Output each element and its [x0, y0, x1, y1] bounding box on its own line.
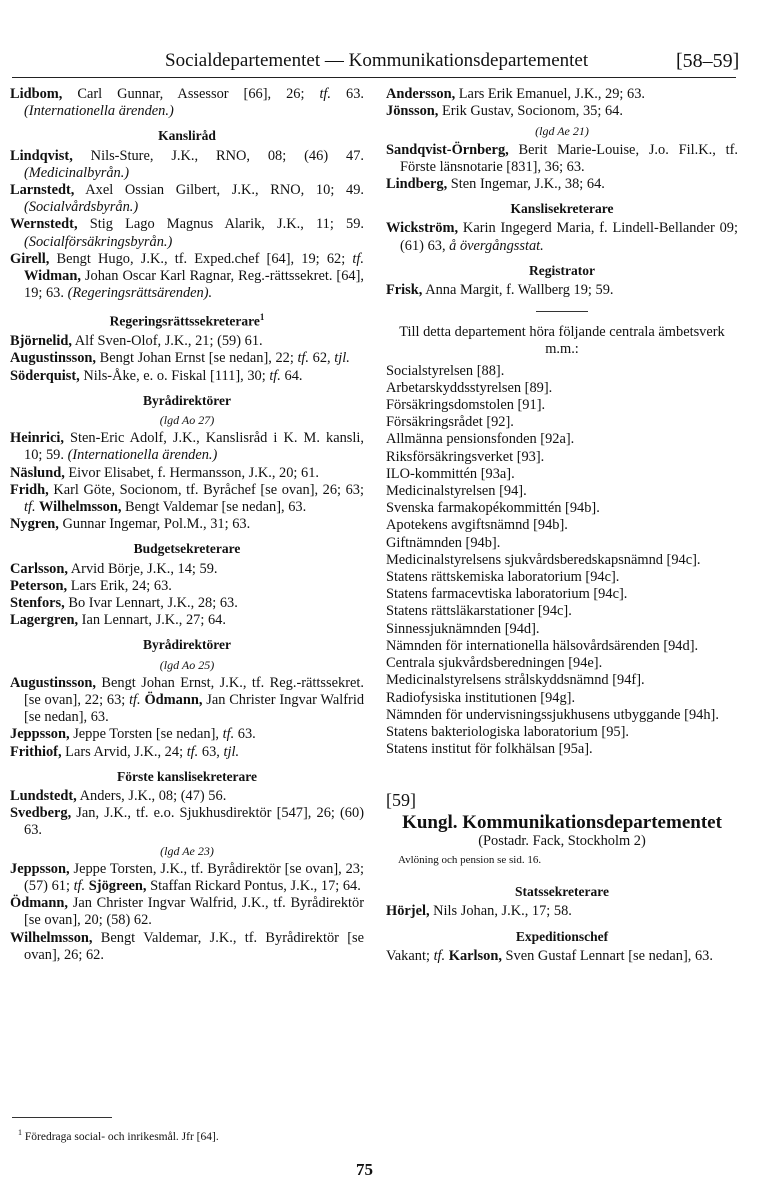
footnote-rule	[12, 1117, 112, 1118]
department-note: Avlöning och pension se sid. 16.	[398, 853, 542, 866]
section-heading-kanslisekreterare: Kanslisekreterare	[510, 201, 614, 217]
department-title: Kungl. Kommunikationsdepartementet	[402, 811, 722, 833]
agency-item: Allmänna pensionsfonden [92a].	[386, 431, 575, 448]
header-rule	[12, 77, 736, 78]
running-title: Socialdepartementet — Kommunikationsdepartementet	[165, 50, 589, 71]
agency-item: Centrala sjukvårdsberedningen [94e].	[386, 655, 603, 672]
agency-item: Medicinalstyrelsens strålskyddsnämnd [94f].	[386, 672, 645, 689]
entry-bjornelid: Björnelid, Alf Sven-Olof, J.K., 21; (59) 61.	[10, 333, 263, 350]
agency-item: Riksförsäkringsverket [93].	[386, 448, 545, 465]
section-heading-expeditionschef: Expeditionschef	[515, 928, 609, 944]
entry-jonsson: Jönsson, Erik Gustav, Socionom, 35; 64.	[386, 103, 623, 120]
agency-item: Försäkringsrådet [92].	[386, 414, 514, 431]
entry-odmann: Ödmann, Jan Christer Ingvar Walfrid, J.K., tf. Byrådirektör [se ovan], 20; (58) 62.	[10, 895, 364, 929]
entry-lindqvist: Lindqvist, Nils-Sture, J.K., RNO, 08; (46) 47. (Medicinalbyrån.)	[10, 147, 364, 181]
agency-item: Giftnämnden [94b].	[386, 534, 501, 551]
entry-girell: Girell, Bengt Hugo, J.K., tf. Exped.chef [64], 19; 62; tf. Widman, Johan Oscar Karl Ragnar, Reg.-rättssekret. [64], 19; 63. (Regeringsrättsärenden).	[10, 250, 364, 302]
entry-larnstedt: Larnstedt, Axel Ossian Gilbert, J.K., RNO, 10; 49. (Socialvårdsbyrån.)	[10, 182, 364, 216]
entry-nygren: Nygren, Gunnar Ingemar, Pol.M., 31; 63.	[10, 516, 251, 533]
footnote-text: Föredraga social- och inrikesmål. Jfr [64].	[22, 1130, 219, 1143]
entry-wernstedt: Wernstedt, Stig Lago Magnus Alarik, J.K., 11; 59. (Socialförsäkringsbyrån.)	[10, 216, 364, 250]
page-number: 75	[356, 1160, 373, 1179]
agency-item: Statens institut för folkhälsan [95a].	[386, 741, 593, 758]
left-column	[10, 86, 364, 964]
entry-vakant-karlson: Vakant; tf. Karlson, Sven Gustaf Lennart [se nedan], 63.	[386, 947, 713, 964]
agency-item: Sinnessjuknämnden [94d].	[386, 620, 540, 637]
agency-item: Statens rättskemiska laboratorium [94c].	[386, 569, 620, 586]
agency-item: Försäkringsdomstolen [91].	[386, 397, 546, 414]
section-number: [59]	[386, 790, 416, 811]
entry-frithiof: Frithiof, Lars Arvid, J.K., 24; tf. 63, tjl.	[10, 743, 240, 760]
agency-item: Medicinalstyrelsen [94].	[386, 483, 527, 500]
agency-item: Statens rättsläkarstationer [94c].	[386, 603, 572, 620]
subheading-lgd-ae23: (lgd Ae 23)	[160, 843, 214, 858]
entry-fridh: Fridh, Karl Göte, Socionom, tf. Byråchef [se ovan], 26; 63; tf. Wilhelmsson, Bengt Valdemar [se nedan], 63.	[10, 481, 364, 515]
agency-item: Medicinalstyrelsens sjukvårdsberedskapsnämnd [94c].	[386, 551, 701, 568]
agency-item: Nämnden för internationella hälsovårdsärenden [94d].	[386, 637, 699, 654]
department-address: (Postadr. Fack, Stockholm 2)	[478, 832, 646, 849]
entry-svedberg: Svedberg, Jan, J.K., tf. e.o. Sjukhusdirektör [547], 26; (60) 63.	[10, 805, 364, 839]
entry-frisk: Frisk, Anna Margit, f. Wallberg 19; 59.	[386, 282, 614, 299]
agency-item: Apotekens avgiftsnämnd [94b].	[386, 517, 568, 534]
subheading-lgd-ao25: (lgd Ao 25)	[159, 657, 215, 672]
agency-item: Nämnden för undervisningssjukhusens utbyggande [94h].	[386, 706, 719, 723]
subheading-lgd-ao27: (lgd Ao 27)	[159, 412, 215, 427]
section-heading-budgetsekreterare: Budgetsekreterare	[133, 541, 241, 557]
agency-item: Radiofysiska institutionen [94g].	[386, 689, 576, 706]
section-heading-byradirektorer-2: Byrådirektörer	[143, 637, 231, 653]
agency-item: Arbetarskyddsstyrelsen [89].	[386, 379, 553, 396]
agency-item: Svenska farmakopékommittén [94b].	[386, 500, 600, 517]
entry-lindberg: Lindberg, Sten Ingemar, J.K., 38; 64.	[386, 176, 605, 193]
agencies-intro: Till detta departement höra följande centrala ämbetsverk m.m.:	[399, 324, 725, 358]
agency-item: ILO-kommittén [93a].	[386, 465, 515, 482]
entry-lundstedt: Lundstedt, Anders, J.K., 08; (47) 56.	[10, 788, 227, 805]
entry-carlsson: Carlsson, Arvid Börje, J.K., 14; 59.	[10, 560, 218, 577]
entry-lidbom: Lidbom, Carl Gunnar, Assessor [66], 26; tf. 63. (Internationella ärenden.)	[10, 86, 364, 120]
entry-augustinsson-2: Augustinsson, Bengt Johan Ernst, J.K., tf. Reg.-rättssekret. [se ovan], 22; 63; tf. Ödmann, Jan Christer Ingvar Walfrid [se nedan], 63.	[10, 674, 365, 726]
right-column	[386, 86, 738, 965]
entry-lagergren: Lagergren, Ian Lennart, J.K., 27; 64.	[10, 612, 226, 629]
entry-andersson: Andersson, Lars Erik Emanuel, J.K., 29; 63.	[386, 86, 646, 102]
section-heading-statssekreterare: Statssekreterare	[515, 884, 609, 900]
page-reference: [58–59]	[676, 50, 740, 72]
entry-horjel: Hörjel, Nils Johan, J.K., 17; 58.	[386, 903, 572, 920]
section-heading-byradirektorer: Byrådirektörer	[143, 392, 231, 408]
section-heading-kanslirad: Kansliråd	[158, 128, 216, 144]
section-heading-registrator: Registrator	[529, 262, 595, 278]
entry-heinrici: Heinrici, Sten-Eric Adolf, J.K., Kanslisråd i K. M. kansli, 10; 59. (Internationella ärenden.)	[10, 430, 364, 464]
entry-wilhelmsson: Wilhelmsson, Bengt Valdemar, J.K., tf. Byrådirektör [se ovan], 26; 62.	[10, 929, 364, 963]
entry-soderquist: Söderquist, Nils-Åke, e. o. Fiskal [111], 30; tf. 64.	[10, 367, 303, 384]
entry-sandqvist-ornberg: Sandqvist-Örnberg, Berit Marie-Louise, J.o. Fil.K., tf. Förste länsnotarie [831], 36; 63.	[386, 141, 738, 175]
footnote-number: 1	[18, 1128, 22, 1137]
entry-stenfors: Stenfors, Bo Ivar Lennart, J.K., 28; 63.	[10, 594, 238, 611]
subheading-lgd-ae21: (lgd Ae 21)	[535, 124, 589, 139]
entry-naslund: Näslund, Eivor Elisabet, f. Hermansson, J.K., 20; 61.	[10, 464, 319, 481]
section-heading-forste-kanslisekreterare: Förste kanslisekreterare	[116, 768, 258, 784]
entry-peterson: Peterson, Lars Erik, 24; 63.	[10, 577, 172, 594]
entry-jeppsson: Jeppsson, Jeppe Torsten [se nedan], tf. 63.	[10, 726, 256, 743]
section-heading-regeringsrattssekreterare: Regeringsrättssekreterare$^1$	[109, 312, 265, 329]
page-header	[0, 50, 784, 76]
footnote-marker: 1	[259, 312, 265, 323]
entry-augustinsson: Augustinsson, Bengt Johan Ernst [se nedan], 22; tf. 62, tjl.	[10, 350, 350, 367]
agency-item: Socialstyrelsen [88].	[386, 362, 505, 379]
entry-wickstrom: Wickström, Karin Ingegerd Maria, f. Lindell-Bellander 09; (61) 63, å övergångsstat.	[386, 220, 738, 254]
agency-item: Statens bakteriologiska laboratorium [95].	[386, 723, 629, 740]
agency-item: Statens farmacevtiska laboratorium [94c].	[386, 586, 628, 603]
agency-list	[386, 363, 738, 759]
entry-jeppsson-2: Jeppsson, Jeppe Torsten, J.K., tf. Byrådirektör [se ovan], 23; (57) 61; tf. Sjögreen, Staffan Rickard Pontus, J.K., 17; 64.	[10, 860, 364, 895]
divider	[536, 311, 588, 312]
footnote	[18, 1128, 219, 1143]
